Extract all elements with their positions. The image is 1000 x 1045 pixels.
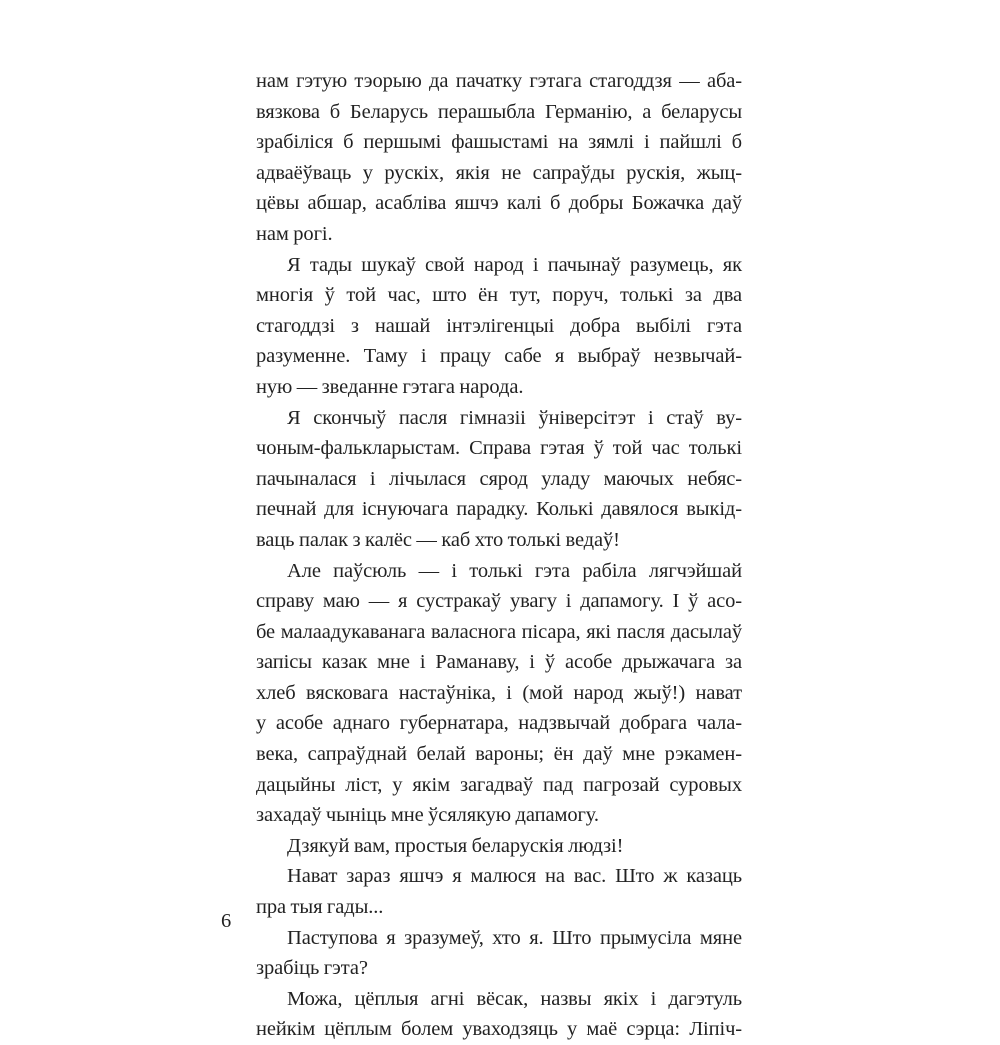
text-line: захадаў чыніць мне ўсялякую дапамогу. bbox=[256, 804, 599, 827]
text-line: печнай для існуючага парадку. Колькі давялося выкід- bbox=[256, 498, 742, 521]
text-line: Можа, цёплыя агні вёсак, назвы якіх і дагэтуль bbox=[287, 987, 742, 1010]
text-line: пачыналася і лічылася сярод уладу маючых небяс- bbox=[256, 467, 742, 490]
text-line: запісы казак мне і Раманаву, і ў асобе дрыжачага за bbox=[256, 651, 742, 674]
text-line: зрабіліся б першымі фашыстамі на зямлі і пайшлі б bbox=[256, 131, 742, 154]
text-line: Я скончыў пасля гімназіі ўніверсітэт і стаў ву- bbox=[287, 406, 742, 429]
paragraph bbox=[256, 923, 742, 984]
paragraph bbox=[256, 831, 742, 862]
text-line: нам рогі. bbox=[256, 222, 333, 245]
text-line: нейкім цёплым болем уваходзяць у маё сэрца: Ліпіч- bbox=[256, 1018, 742, 1041]
text-line: хлеб вясковага настаўніка, і (мой народ жыў!) нават bbox=[256, 681, 742, 704]
text-line: дацыйны ліст, у якім загадваў пад пагрозай суровых bbox=[256, 773, 742, 796]
text-line: многія ў той час, што ён тут, поруч, толькі за два bbox=[256, 284, 742, 307]
text-line: бе малаадукаванага валаснога пісара, які пасля дасылаў bbox=[256, 620, 742, 643]
text-line: чоным-фалькларыстам. Справа гэтая ў той час толькі bbox=[256, 437, 742, 460]
paragraph bbox=[256, 556, 742, 831]
paragraph bbox=[256, 403, 742, 556]
text-line: пра тыя гады... bbox=[256, 896, 384, 919]
text-line: века, сапраўднай белай вароны; ён даў мне рэкамен- bbox=[256, 743, 742, 766]
text-line: Але паўсюль — і толькі гэта рабіла лягчэйшай bbox=[287, 559, 742, 582]
text-line: у асобе аднаго губернатара, надзвычай добрага чала- bbox=[256, 712, 742, 735]
body-text bbox=[256, 66, 742, 1045]
page-number: 6 bbox=[221, 910, 232, 932]
text-line: цёвы абшар, асабліва яшчэ калі б добры Божачка даў bbox=[256, 192, 742, 215]
text-line: Дзякуй вам, простыя беларускія людзі! bbox=[287, 834, 624, 857]
paragraph bbox=[256, 861, 742, 922]
text-line: справу маю — я сустракаў увагу і дапамогу. І ў асо- bbox=[256, 590, 742, 613]
text-line: ваць палак з калёс — каб хто толькі ведаў! bbox=[256, 528, 620, 551]
text-line: стагоддзі з нашай інтэлігенцыі добра выбілі гэта bbox=[256, 314, 742, 337]
text-line: зрабіць гэта? bbox=[256, 957, 368, 980]
text-line: вязкова б Беларусь перашыбла Германію, а беларусы bbox=[256, 100, 742, 123]
text-line: Я тады шукаў свой народ і пачынаў разумець, як bbox=[287, 253, 742, 276]
text-line: адваёўваць у рускіх, якія не сапраўды рускія, жыц- bbox=[256, 161, 742, 184]
text-line: ную — зведанне гэтага народа. bbox=[256, 375, 524, 398]
text-line: нам гэтую тэорыю да пачатку гэтага стагоддзя — аба- bbox=[256, 70, 742, 92]
paragraph bbox=[256, 984, 742, 1045]
text-line: Паступова я зразумеў, хто я. Што прымусіла мяне bbox=[287, 926, 742, 949]
text-line: Нават зараз яшчэ я малюся на вас. Што ж казаць bbox=[287, 865, 742, 888]
paragraph bbox=[256, 66, 742, 250]
text-line: разуменне. Таму і працу сабе я выбраў незвычай- bbox=[256, 345, 742, 368]
paragraph bbox=[256, 250, 742, 403]
